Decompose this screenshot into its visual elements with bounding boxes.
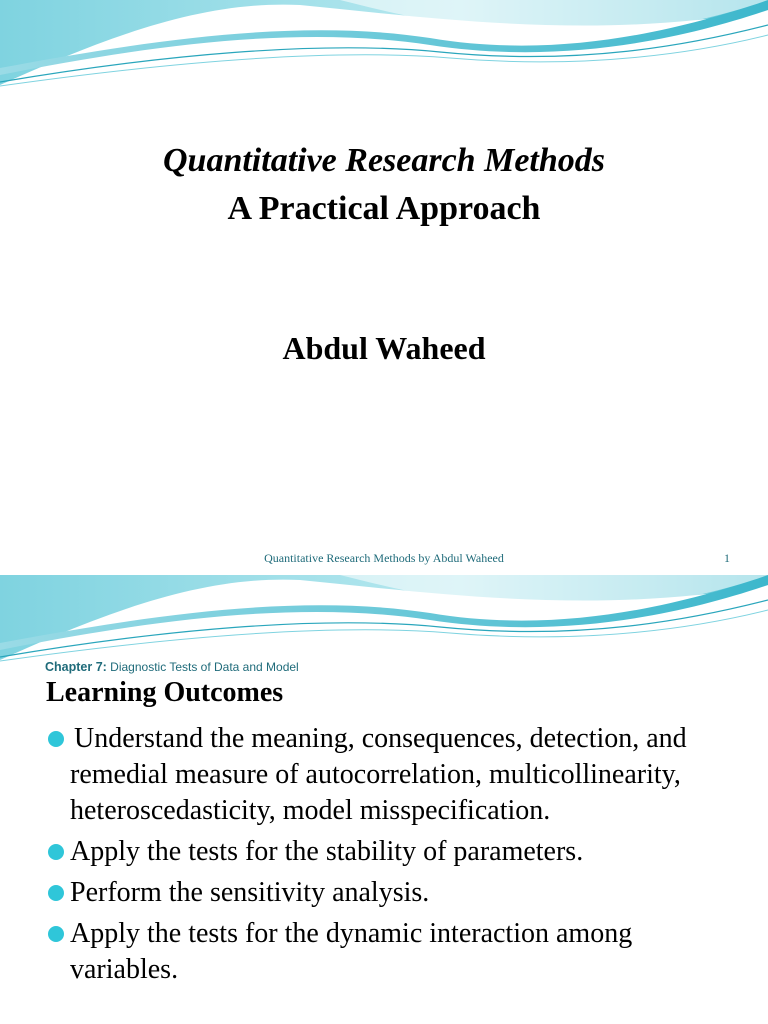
list-item [46, 875, 746, 911]
list-item-text: Perform the sensitivity analysis. [70, 877, 430, 908]
slide-footer: Quantitative Research Methods by Abdul Waheed [264, 551, 504, 565]
bullet-dot-icon [48, 926, 64, 942]
list-item-text: Apply the tests for the dynamic interaction among variables. [70, 918, 633, 985]
header-wave-decoration [0, 0, 768, 100]
chapter-heading [45, 660, 299, 674]
list-item [46, 721, 746, 829]
list-item-text: Apply the tests for the stability of parameters. [70, 836, 584, 867]
bullet-dot-icon [48, 731, 64, 747]
list-item [46, 834, 746, 870]
presentation-title: Quantitative Research Methods [162, 142, 606, 179]
list-item [46, 916, 746, 988]
list-item-text: Understand the meaning, consequences, detection, and remedial measure of autocorrelation, multicollinearity, heteroscedasticity, model misspecification. [70, 723, 687, 826]
bullet-dot-icon [48, 885, 64, 901]
chapter-label: Chapter 7: [45, 660, 107, 674]
author-name: Abdul Waheed [282, 330, 486, 366]
presentation-subtitle: A Practical Approach [227, 190, 541, 227]
outcomes-list [46, 721, 746, 993]
page-number: 1 [724, 551, 730, 565]
bullet-dot-icon [48, 844, 64, 860]
learning-outcomes-slide [0, 575, 768, 1024]
chapter-title: Diagnostic Tests of Data and Model [110, 660, 299, 674]
learning-outcomes-heading: Learning Outcomes [46, 677, 284, 708]
